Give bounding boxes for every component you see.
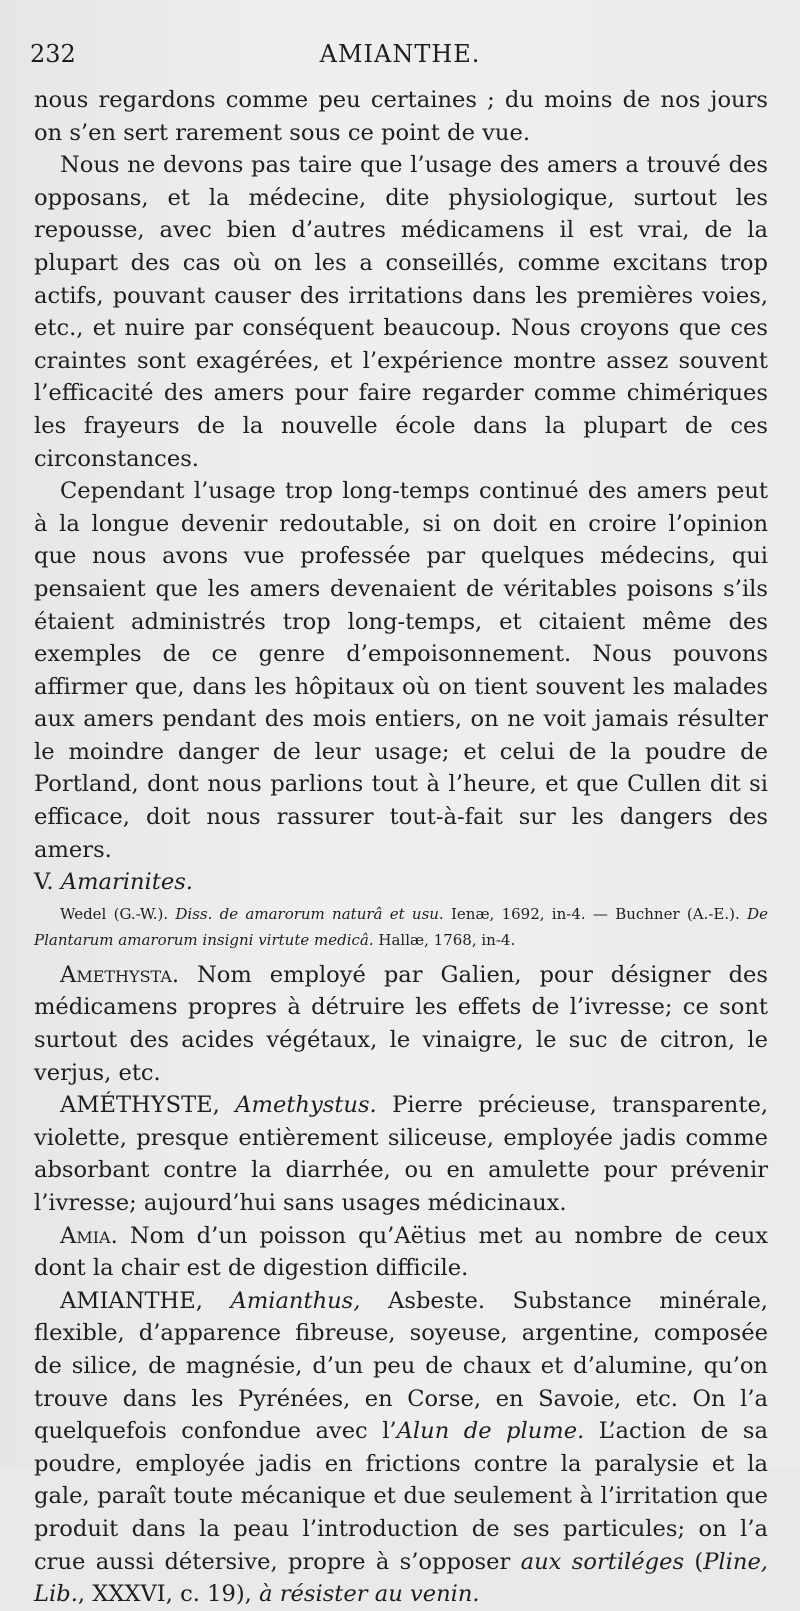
paragraph-cependant: Cependant l’usage trop long-temps continué des amers peut à la longue devenir redoutable, si on doit en croire l’opinion que nous avons vue professée par quelques médecins, qui pensaient que les amers devenaient de véritables poisons s’ils étaient administrés trop long-temps, et citaient même des exemples de ce genre d’empoisonnement. Nous pouvons affirmer que, dans les hôpitaux où on tient souvent les malades aux amers pendant des mois entiers, on ne voit jamais résulter le moindre danger de leur usage; et celui de la poudre de Portland, dont nous parlions tout à l’heure, et que Cullen dit si efficace, doit nous rassurer tout-à-fait sur les dangers des amers. bbox=[34, 478, 768, 863]
entry-amia bbox=[34, 1220, 768, 1285]
citation-source: Pline, Lib. bbox=[34, 1548, 768, 1608]
section-title: Amarinites. bbox=[60, 869, 193, 896]
section-numeral: V. bbox=[34, 869, 54, 896]
reference-details-1: Ienæ, 1692, in-4. — Buchner (A.-E.). bbox=[450, 904, 740, 923]
reference-author-1: Wedel (G.-W.). bbox=[60, 904, 169, 923]
entry-latin-name: Amethystus. bbox=[235, 1092, 377, 1119]
paragraph-continuation: nous regardons comme peu certaines ; du moins de nos jours on s’en sert rarement sous ce point de vue. bbox=[34, 87, 768, 146]
citation-open: ( bbox=[694, 1548, 704, 1575]
bibliography-references bbox=[34, 901, 768, 953]
running-head: AMIANTHE. bbox=[319, 40, 481, 68]
page-number: 232 bbox=[30, 40, 76, 68]
entry-text: Pierre précieuse, transparente, violette, presque entièrement siliceuse, employée jadis comme absorbant contre la diarrhée, ou en amulette pour prévenir l’ivresse; aujourd’hui sans usages médicinaux. bbox=[34, 1092, 768, 1216]
entry-term: Amethysta. bbox=[60, 961, 180, 988]
cross-reference: Alun de plume. bbox=[396, 1418, 585, 1445]
entry-text: Nom d’un poisson qu’Aëtius met au nombre de ceux dont la chair est de digestion difficile. bbox=[34, 1222, 769, 1282]
page-header bbox=[30, 40, 770, 80]
entry-text: Nom employé par Galien, pour désigner des médicamens propres à détruire les effets de l’ivresse; ce sont surtout des acides végétaux, le vinaigre, le suc de citron, le verjus, etc. bbox=[34, 961, 768, 1086]
reference-title-2: De Plantarum amarorum insigni virtute medicâ. bbox=[34, 904, 768, 949]
entry-text: Asbeste. Substance minérale, flexible, d’apparence fibreuse, soyeuse, argentine, composée de silice, de magnésie, d’un peu de chaux et d’alumine, qu’on trouve dans les Pyrénées, en Corse, en Savoie, etc. On l’a quelquefois confondue avec l’ bbox=[34, 1287, 768, 1445]
entry-latin-name: Amianthus, bbox=[230, 1287, 361, 1314]
reference-details-2: Hallæ, 1768, in-4. bbox=[378, 930, 516, 949]
section-heading-amarinites bbox=[34, 866, 768, 899]
entry-amethyste bbox=[34, 1089, 768, 1219]
entry-text-continued: L’action de sa poudre, employée jadis en frictions contre la paralysie et la gale, paraît toute mécanique et due seulement à l’irritation que produit dans la peau l’introduction de ses particules; on l’a crue aussi détersive, propre à s’opposer bbox=[34, 1418, 768, 1575]
page-body bbox=[34, 84, 768, 1611]
entry-term: AMIANTHE, bbox=[60, 1287, 203, 1314]
citation-details: , XXXVI, c. 19), bbox=[77, 1581, 252, 1608]
entry-italic-ending: à résister au venin. bbox=[259, 1581, 480, 1608]
entry-italic-phrase: aux sortiléges bbox=[520, 1548, 685, 1575]
entry-amethysta bbox=[34, 959, 768, 1089]
entry-amianthe bbox=[34, 1285, 768, 1611]
reference-title-1: Diss. de amarorum naturâ et usu. bbox=[175, 904, 444, 923]
paragraph-opposans: Nous ne devons pas taire que l’usage des amers a trouvé des opposans, et la médecine, dite physiologique, surtout les repousse, avec bien d’autres médicamens il est vrai, de la plupart des cas où on les a conseillés, comme excitans trop actifs, pouvant causer des irritations dans les premières voies, etc., et nuire par conséquent beaucoup. Nous croyons que ces craintes sont exagérées, et l’expérience montre assez souvent l’efficacité des amers pour faire regarder comme chimériques les frayeurs de la nouvelle école dans la plupart de ces circonstances. bbox=[34, 152, 768, 472]
entry-term: AMÉTHYSTE, bbox=[60, 1092, 220, 1119]
entry-term: Amia. bbox=[60, 1222, 118, 1249]
